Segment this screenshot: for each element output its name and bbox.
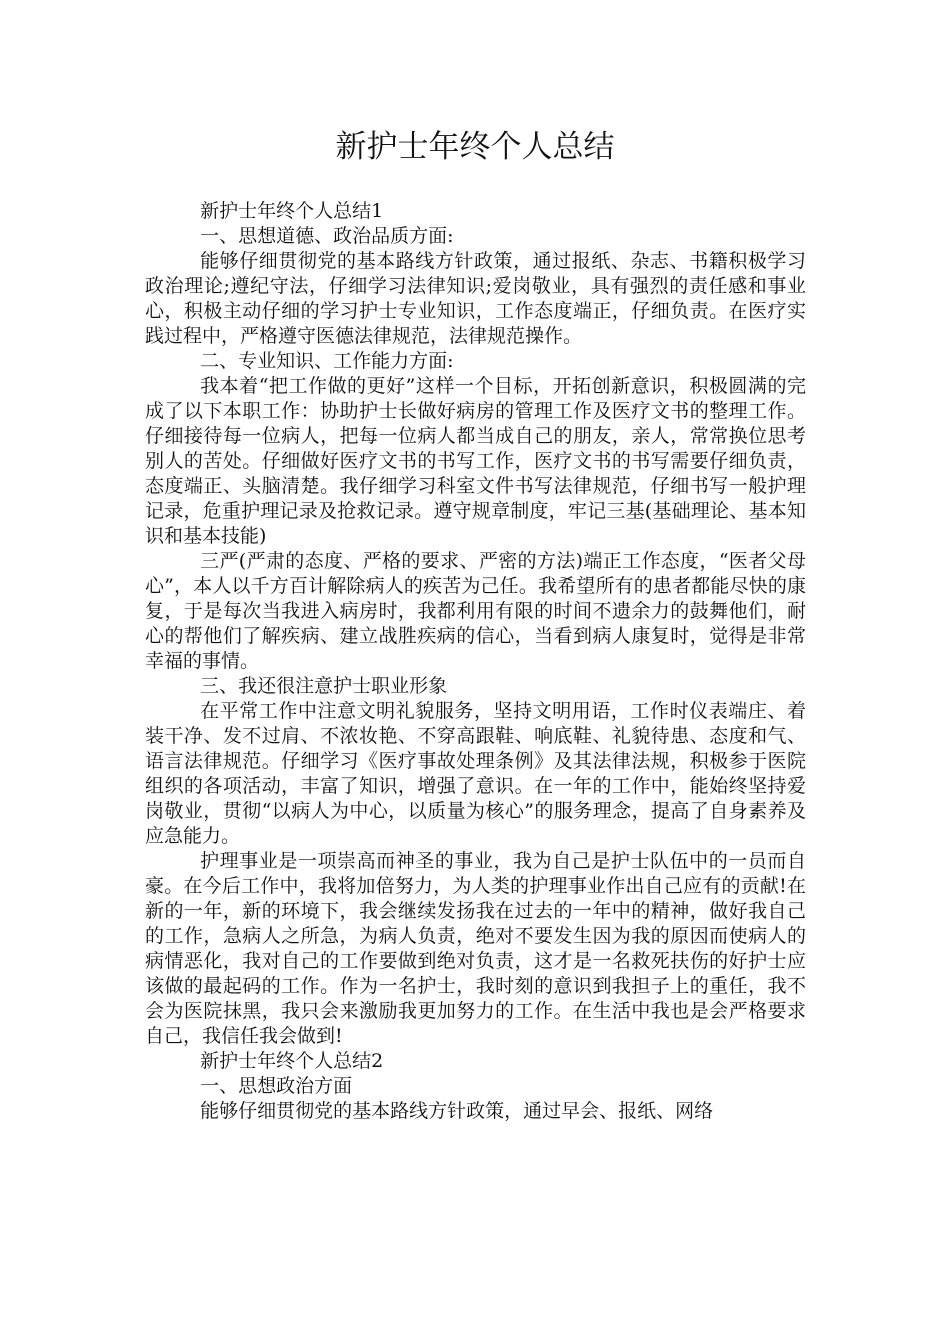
document-body (145, 199, 806, 1124)
body-paragraph: 护理事业是一项崇高而神圣的事业，我为自己是护士队伍中的一员而自豪。在今后工作中，我将加倍努力，为人类的护理事业作出自己应有的贡献!在新的一年，新的环境下，我会继续发扬我在过去的一年中的精神，做好我自己的工作，急病人之所急，为病人负责，绝对不要发生因为我的原因而使病人的病情恶化，我对自己的工作要做到绝对负责，这才是一名救死扶伤的好护士应该做的最起码的工作。作为一名护士，我时刻的意识到我担子上的重任，我不会为医院抹黑，我只会来激励我更加努力的工作。在生活中我也是会严格要求自己，我信任我会做到! (145, 850, 806, 1047)
subsection-heading: 二、专业知识、工作能力方面: (200, 350, 454, 372)
body-paragraph: 能够仔细贯彻党的基本路线方针政策，通过早会、报纸、网络 (200, 1100, 714, 1122)
subsection-heading: 一、思想政治方面 (200, 1075, 353, 1097)
body-paragraph: 三严(严肃的态度、严格的要求、严密的方法)端正工作态度，“医者父母心”，本人以千方百计解除病人的疾苦为己任。我希望所有的患者都能尽快的康复，于是每次当我进入病房时，我都利用有限的时间不遗余力的鼓舞他们，耐心的帮他们了解疾病、建立战胜疾病的信心，当看到病人康复时，觉得是非常幸福的事情。 (145, 550, 806, 672)
section-heading: 新护士年终个人总结2 (200, 1050, 384, 1072)
subsection-heading: 三、我还很注意护士职业形象 (200, 675, 448, 697)
section-heading: 新护士年终个人总结1 (200, 200, 384, 222)
document-title: 新护士年终个人总结 (335, 129, 615, 165)
body-paragraph: 我本着“把工作做的更好”这样一个目标，开拓创新意识，积极圆满的完成了以下本职工作：协助护士长做好病房的管理工作及医疗文书的整理工作。仔细接待每一位病人，把每一位病人都当成自己的朋友，亲人，常常换位思考别人的苦处。仔细做好医疗文书的书写工作，医疗文书的书写需要仔细负责，态度端正、头脑清楚。我仔细学习科室文件书写法律规范，仔细书写一般护理记录，危重护理记录及抢救记录。遵守规章制度，牢记三基(基础理论、基本知识和基本技能) (145, 375, 806, 547)
body-paragraph: 在平常工作中注意文明礼貌服务，坚持文明用语，工作时仪表端庄、着装干净、发不过肩、不浓妆艳、不穿高跟鞋、响底鞋、礼貌待患、态度和气、语言法律规范。仔细学习《医疗事故处理条例》及其法律法规，积极参于医院组织的各项活动，丰富了知识，增强了意识。在一年的工作中，能始终坚持爱岗敬业，贯彻“以病人为中心，以质量为核心”的服务理念，提高了自身素养及应急能力。 (145, 700, 806, 847)
subsection-heading: 一、思想道德、政治品质方面: (200, 225, 454, 247)
body-paragraph: 能够仔细贯彻党的基本路线方针政策，通过报纸、杂志、书籍积极学习政治理论;遵纪守法，仔细学习法律知识;爱岗敬业，具有强烈的责任感和事业心，积极主动仔细的学习护士专业知识，工作态度端正，仔细负责。在医疗实践过程中，严格遵守医德法律规范，法律规范操作。 (145, 250, 806, 347)
